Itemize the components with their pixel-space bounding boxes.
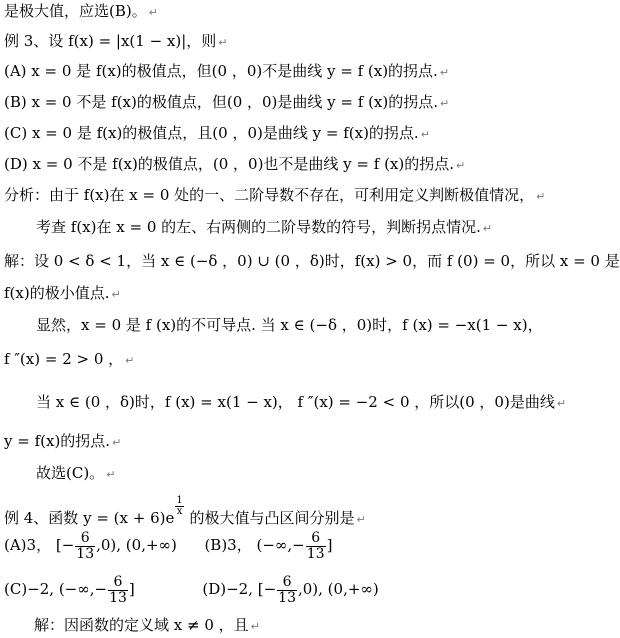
text-line: 是极大值，应选(B)。 ↵ (4, 2, 158, 20)
analysis-line-2: 考查 f(x)在 x = 0 的左、右两侧的二阶导数的符号，判断拐点情况. ↵ (36, 218, 493, 236)
option-c4: (C)−2, (−∞,− $\frac{6}{13}$ ] (4, 573, 135, 606)
solution-line-2: f(x)的极小值点. ↵ (4, 284, 121, 302)
paragraph-mark-icon: ↵ (456, 159, 466, 172)
paragraph-mark-icon: ↵ (112, 436, 122, 449)
fraction: $\frac{6}{13}$ (306, 529, 325, 562)
second-derivative-line: f ″(x) = 2 > 0 ， ↵ (4, 350, 135, 368)
paragraph-mark-icon: ↵ (148, 6, 158, 19)
paragraph-mark-icon: ↵ (536, 190, 546, 203)
option-b: (B) x = 0 不是 f(x)的极值点，但(0 ，0)是曲线 y = f (x)的拐点. ↵ (4, 93, 450, 111)
paragraph-mark-icon: ↵ (106, 468, 116, 481)
exponent-fraction: $\frac{1}{x}$ (176, 495, 183, 517)
paragraph-mark-icon: ↵ (440, 97, 450, 110)
example4-options-ab (4, 528, 332, 562)
option-a: (A) x = 0 是 f(x)的极值点，但(0 ，0)不是曲线 y = f (x)的拐点. ↵ (4, 62, 450, 80)
solution4-line: 解：因函数的定义域 x ≠ 0 ，且 ↵ (34, 616, 260, 634)
paragraph-mark-icon: ↵ (125, 354, 135, 367)
fraction: $\frac{6}{13}$ (278, 573, 296, 606)
answer-line: 故选(C)。 ↵ (36, 464, 116, 482)
paragraph-mark-icon: ↵ (250, 620, 260, 633)
fraction: $\frac{6}{13}$ (76, 529, 95, 562)
paragraph-mark-icon: ↵ (482, 222, 493, 235)
example4-title: 例 4、函数 y = (x + 6)e $\frac{1}{x}$ 的极大值与凸区间分别是 ↵ (4, 495, 366, 527)
paragraph-mark-icon: ↵ (111, 288, 121, 301)
paragraph-mark-icon: ↵ (218, 36, 228, 49)
analysis-line: 分析：由于 f(x)在 x = 0 处的一、二阶导数不存在，可利用定义判断极值情况， ↵ (4, 186, 546, 204)
paragraph-mark-icon: ↵ (356, 513, 366, 526)
example3-title: 例 3、设 f(x) = |x(1 − x)|，则 ↵ (4, 32, 228, 50)
option-c: (C) x = 0 是 f(x)的极值点，且(0 ，0)是曲线 y = f(x)的拐点. ↵ (4, 124, 430, 142)
fraction: $\frac{6}{13}$ (109, 573, 127, 606)
example4-options-cd (4, 572, 379, 606)
obviously-line: 显然，x = 0 是 f (x)的不可导点. 当 x ∈ (−δ ，0)时，f (x) = −x(1 − x)， (36, 316, 543, 334)
paragraph-mark-icon: ↵ (439, 66, 450, 79)
option-a4: (A)3， [− $\frac{6}{13}$ ,0), (0,+∞) (4, 529, 177, 562)
option-b4: (B)3， (−∞,− $\frac{6}{13}$ ] (204, 529, 333, 562)
option-d: (D) x = 0 不是 f(x)的极值点，(0 ，0)也不是曲线 y = f (x)的拐点. ↵ (4, 155, 466, 173)
option-d4: (D)−2, [− $\frac{6}{13}$ ,0), (0,+∞) (202, 573, 379, 606)
solution-line: 解：设 0 < δ < 1，当 x ∈ (−δ ，0) ∪ (0 ，δ)时，f(x) > 0，而 f (0) = 0，所以 x = 0 是 (4, 252, 620, 270)
paragraph-mark-icon: ↵ (420, 128, 430, 141)
inflection-line: y = f(x)的拐点. ↵ (4, 432, 122, 450)
when-line: 当 x ∈ (0 ，δ)时，f (x) = x(1 − x)， f ″(x) = −2 < 0 ，所以(0 ，0)是曲线 ↵ (36, 393, 567, 411)
paragraph-mark-icon: ↵ (556, 397, 567, 410)
